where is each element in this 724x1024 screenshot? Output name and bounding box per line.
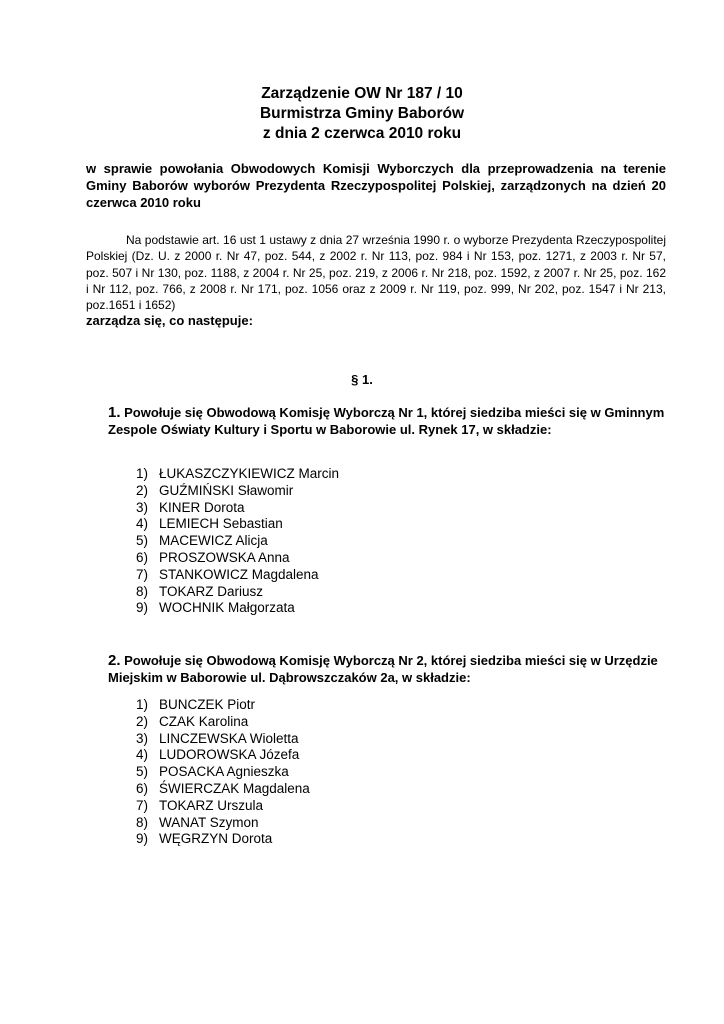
member-name: KINER Dorota: [159, 499, 245, 515]
list-index: 3): [136, 730, 149, 746]
list-item: [136, 567, 339, 584]
member-name: LINCZEWSKA Wioletta: [159, 730, 299, 746]
point-2-header: [108, 652, 668, 686]
section-mark: § 1.: [351, 372, 373, 387]
list-item: [136, 500, 339, 517]
list-index: 2): [136, 713, 149, 729]
list-item: [136, 714, 310, 731]
list-item: [136, 747, 310, 764]
title-line-2: Burmistrza Gminy Baborów: [259, 105, 465, 122]
list-item: [136, 815, 310, 832]
member-name: ŁUKASZCZYKIEWICZ Marcin: [159, 466, 340, 481]
list-item: [136, 483, 339, 500]
point-number: 1.: [108, 404, 121, 421]
list-item: [136, 466, 339, 483]
list-item: [136, 584, 339, 601]
member-name: POSACKA Agnieszka: [159, 764, 289, 780]
member-name: WOCHNIK Małgorzata: [159, 600, 295, 616]
list-index: 8): [136, 583, 149, 599]
list-index: 6): [136, 549, 149, 565]
list-index: 6): [136, 780, 149, 796]
list-index: 1): [136, 697, 149, 712]
list-item: [136, 697, 310, 714]
member-name: WĘGRZYN Dorota: [159, 831, 273, 847]
point-text: Powołuje się Obwodową Komisję Wyborczą Nr 2, której siedziba mieści się w Urzędzie Miejskim w Baborowie ul. Dąbrowszczaków 2a, w składzie:: [108, 653, 658, 685]
point-number: 2.: [108, 652, 121, 669]
member-name: BUNCZEK Piotr: [159, 697, 256, 712]
list-index: 3): [136, 499, 149, 515]
list-index: 7): [136, 566, 149, 582]
list-item: [136, 516, 339, 533]
list-index: 5): [136, 533, 149, 549]
list-item: [136, 798, 310, 815]
title-line-1: Zarządzenie OW Nr 187 / 10: [261, 85, 463, 102]
point-1-header: [108, 404, 668, 438]
list-item: [136, 764, 310, 781]
member-name: GUŹMIŃSKI Sławomir: [159, 482, 294, 498]
commission-1-members: [136, 466, 339, 617]
member-name: TOKARZ Urszula: [159, 797, 264, 813]
member-name: WANAT Szymon: [159, 814, 259, 830]
member-name: MACEWICZ Alicja: [159, 533, 268, 549]
member-name: TOKARZ Dariusz: [159, 583, 264, 599]
point-text: Powołuje się Obwodową Komisję Wyborczą Nr 1, której siedziba mieści się w Gminnym Zespole Oświaty Kultury i Sportu w Baborowie ul. Rynek 17, w składzie:: [108, 405, 665, 437]
list-index: 5): [136, 764, 149, 780]
list-item: [136, 831, 310, 848]
list-index: 4): [136, 516, 149, 532]
member-name: PROSZOWSKA Anna: [159, 549, 290, 565]
list-index: 4): [136, 747, 149, 763]
list-index: 1): [136, 466, 149, 481]
list-item: [136, 781, 310, 798]
member-name: ŚWIERCZAK Magdalena: [159, 780, 310, 796]
document-subject: w sprawie powołania Obwodowych Komisji Wyborczych dla przeprowadzenia na terenie Gminy Baborów wyborów Prezydenta Rzeczypospolitej Polskiej, zarządzonych na dzień 20 czerwca 2010 roku: [86, 161, 666, 210]
list-index: 8): [136, 814, 149, 830]
list-index: 2): [136, 482, 149, 498]
list-index: 9): [136, 831, 149, 847]
orders-statement: zarządza się, co następuje:: [86, 313, 253, 328]
list-item: [136, 600, 339, 617]
member-name: LUDOROWSKA Józefa: [159, 747, 300, 763]
list-index: 9): [136, 600, 149, 616]
list-item: [136, 731, 310, 748]
list-item: [136, 550, 339, 567]
member-name: STANKOWICZ Magdalena: [159, 566, 319, 582]
member-name: CZAK Karolina: [159, 713, 249, 729]
document-title: [0, 84, 724, 144]
member-name: LEMIECH Sebastian: [159, 516, 283, 532]
title-line-3: z dnia 2 czerwca 2010 roku: [262, 125, 462, 142]
legal-basis: Na podstawie art. 16 ust 1 ustawy z dnia 27 września 1990 r. o wyborze Prezydenta Rzeczypospolitej Polskiej (Dz. U. z 2000 r. Nr 47, poz. 544, z 2002 r. Nr 113, poz. 984 i Nr 153, poz. 1271, z 2003 r. Nr 57, poz. 507 i Nr 130, poz. 1188, z 2004 r. Nr 25, poz. 219, z 2006 r. Nr 218, poz. 1592, z 2007 r. Nr 25, poz. 162 i Nr 112, poz. 766, z 2008 r. Nr 171, poz. 1056 oraz z 2009 r. Nr 119, poz. 999, Nr 202, poz. 1547 i Nr 213, poz.1651 i 1652): [86, 233, 666, 313]
list-item: [136, 533, 339, 550]
commission-2-members: [136, 697, 310, 848]
list-index: 7): [136, 797, 149, 813]
